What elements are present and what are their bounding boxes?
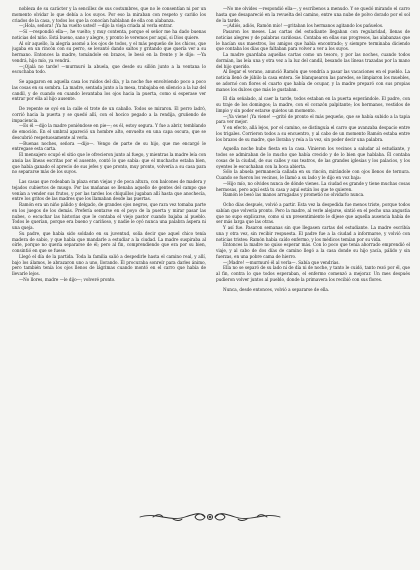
paragraph: Nunca, desde entonces, volvió a separarse de ella.	[223, 286, 330, 292]
paragraph: El día señalado, al caer la tarde, todos estaban en la puerta esperándole. El padre, con su traje de los domingos; la madre, con el corazón palpitante; los hermanos, vestidos de limpio y sin poder estarse quietos un momento.	[216, 96, 410, 113]
paragraph: La madre guardaba aquellas cartas como un tesoro, y por las noches, cuando todos dormían, las leía una y otra vez a la luz del candil, besando las líneas trazadas por la mano del hijo querido.	[216, 52, 410, 69]
paragraph: Y en efecto, allá lejos, por el camino, se distinguía el carro que avanzaba despacio entre los trigales. Corrieron todos a su encuentro, y al cabo de un momento Ramón estaba entre los brazos de su madre, que lloraba y reía a la vez, sin poder decir una palabra.	[216, 125, 410, 142]
paragraph: —¡Ojalá no tarde! —murmuró la abuela, que desde su sillón junto a la ventana lo escuchaba todo.	[12, 63, 206, 75]
paragraph: —¡Adiós, adiós, Ramón mío! —gritaban los hermanos agitando los pañuelos.	[223, 23, 384, 29]
left-column	[12, 6, 206, 514]
paragraph: Al llegar el verano, anunció Ramón que vendría a pasar las vacaciones en el pueblo. La noticia llenó de júbilo la casa entera. Se blanquearon las paredes, se limpiaron los muebles, se adornó con flores el cuarto que había de ocupar, y la madre preparó con sus propias manos los dulces que más le gustaban.	[216, 69, 410, 92]
paragraph: Llegó el día de la partida. Toda la familia salió a despedirle hasta el camino real, y allí, bajo los álamos, le abrazaron uno a uno, llorando. Él procuraba sonreír para darles ánimo, pero también tenía los ojos llenos de lágrimas cuando montó en el carro que había de llevarle lejos.	[12, 253, 206, 276]
paragraph: —Hijo mío, no olvides nunca de dónde vienes. La ciudad es grande y tiene muchas cosas hermosas, pero aquí está tu casa y aquí están los que te quieren.	[216, 180, 410, 192]
flourish-icon	[135, 510, 285, 524]
decorative-ornament	[0, 510, 420, 524]
paragraph: —Es él —dijo la madre poniéndose en pie—; es él, estoy segura. Y fue a abrir, temblando de emoción. En el umbral apareció un hombre alto, envuelto en una capa oscura, que se descubrió respetuosamente al verla.	[12, 123, 206, 140]
paragraph: Y así fue. Pasaron semanas sin que llegasen cartas del estudiante. La madre escribía una y otra vez, sin recibir respuesta. El padre fue a la ciudad a informarse, y volvió con noticias tristes: Ramón había caído enfermo, y los médicos temían por su vida.	[216, 225, 410, 242]
paragraph: —¡Hola, señora! ¡Ya ha vuelto usted! —dijo la vieja criada al verla entrar.	[19, 23, 173, 29]
right-column	[216, 6, 410, 514]
paragraph: —Buenas noches, señora —dijo—. Vengo de parte de su hijo, que me encargó le entregase esta carta.	[12, 140, 206, 152]
paragraph: El mensajero ocupó el sitio que le ofrecieron junto al fuego, y mientras la madre leía con ansia las líneas escritas por el ausente, contó lo que sabía: que el muchacho estaba bien, que había ganado el aprecio de sus jefes y que pronto, muy pronto, volvería a su casa para no separarse más de los suyos.	[12, 152, 206, 175]
paragraph: Ramón le besó las manos arrugadas y prometió no olvidarlo nunca.	[223, 192, 365, 198]
paragraph: Ramón era un niño pálido y delgado, de grandes ojos negros, que rara vez tomaba parte en los juegos de los demás. Prefería sentarse en el poyo de la puerta y mirar pasar las nubes, o escuchar las historias que le contaba el viejo pastor cuando bajaba al pueblo. Todos le querían, porque era bueno y cariñoso, y nadie le oyó nunca una palabra áspera ni una queja.	[12, 202, 206, 230]
paragraph: Ella no se separó de su lado ni de día ni de noche, y tanto le cuidó, tanto rezó por él, que al fin, contra lo que todos esperaban, el enfermo comenzó a mejorar. Un mes después pudieron volver juntos al pueblo, donde la primavera los recibió con sus flores.	[216, 265, 410, 282]
paragraph: Al oír aquello, la alegría asomó a los ojos de todos, y el más pequeño de los chicos, que jugaba en un rincón con su perro, se levantó dando saltos y gritando que quería ver a su hermano. Entonces la madre, tomándole en brazos, le besó en la frente y le dijo: —Ya vendrá, hijo mío, ya vendrá.	[12, 40, 206, 63]
text-columns	[12, 6, 410, 514]
paragraph: Aquella noche hubo fiesta en la casa. Vinieron los vecinos a saludar al estudiante, y todos se admiraban de lo mucho que había crecido y de lo bien que hablaba. Él contaba cosas de la ciudad, de sus calles y sus teatros, de las grandes iglesias y los palacios, y los oyentes le escuchaban con la boca abierta.	[216, 146, 410, 169]
paragraph: De repente se oyó en la calle el trote de un caballo. Todos se miraron. El perro ladró, corrió hacia la puerta y se quedó allí, con el hocico pegado a la rendija, gruñendo de impaciencia.	[12, 106, 206, 123]
paragraph: —Sí —respondió ella—, he vuelto; y muy contenta, porque el señor me ha dado buenas noticias del niño. Está bueno, sano y alegre, y pronto le veremos por aquí, si Dios quiere.	[12, 29, 206, 40]
paragraph: —No llores, madre —le dijo—; volveré pronto.	[19, 276, 116, 282]
paragraph: Sólo la abuela permanecía callada en su rincón, mirándole con ojos llenos de ternura. Cuando se fueron los vecinos, le llamó a su lado y le dijo en voz baja:	[216, 169, 410, 180]
paragraph: Ocho días después, volvió a partir. Esta vez la despedida fue menos triste, porque todos sabían que volvería pronto. Pero la madre, al verle alejarse, sintió en el pecho una angustia que no supo explicarse, como si un presentimiento le dijese que aquella ausencia había de ser más larga que las otras.	[216, 202, 410, 225]
paragraph: —¡Madre! —murmuró él al verla—. Sabía que vendrías.	[223, 259, 340, 265]
paragraph: Su padre, que había sido soldado en su juventud, solía decir que aquel chico tenía madera de sabio, y que había que mandarle a estudiar a la ciudad. La madre suspiraba al oírle, porque no quería separarse de él; pero al fin, comprendiendo que era por su bien, consintió en que se fuese.	[12, 230, 206, 253]
paragraph: Pasaron los meses. Las cartas del estudiante llegaban con regularidad, llenas de noticias alegres y de palabras cariñosas. Contaba en ellas sus progresos, las alabanzas que le hacían sus maestros, los amigos que había encontrado; y siempre terminaba diciendo que contaba los días que faltaban para volver a ver a los suyos.	[216, 29, 410, 52]
paragraph: nobleza de su carácter y la sencillez de sus costumbres, que no le consentían ni por un momento olvidar lo que debía a los suyos. Por eso la miraban con respeto y cariño los criados de la casa, y todos los que la conocían hablaban de ella con alabanza.	[12, 6, 206, 23]
paragraph: —¡Ya viene! ¡Ya viene! —gritó de pronto el más pequeño, que se había subido a la tapia para ver mejor.	[216, 113, 410, 125]
paragraph: —No me olvides —respondió ella—, y escríbenos a menudo. Y se quedó mirando el carro hasta que desapareció en la revuelta del camino, entre una nube de polvo dorado por el sol de la tarde.	[216, 6, 410, 23]
paragraph: Se apagaron en aquella casa los ruidos del día, y la noche fue envolviendo poco a poco las cosas en su sombra. La madre, sentada junto a la mesa, trabajaba en silencio a la luz del candil, y de cuando en cuando levantaba los ojos hacia la puerta, como si esperase ver entrar por ella al hijo ausente.	[12, 79, 206, 102]
paragraph: Entonces la madre no quiso esperar más. Con lo poco que tenía ahorrado emprendió el viaje, y al cabo de dos días de camino llegó a la casa donde su hijo yacía, pálido y sin fuerzas, en una pobre cama de hierro.	[216, 242, 410, 259]
paragraph: Las casas que rodeaban la plaza eran viejas y de poca altura, con balcones de madera y tejados cubiertos de musgo. Por las mañanas se llenaba aquello de gentes del campo que venían a vender sus frutos, y por las tardes los chiquillos jugaban allí hasta que anochecía, entre los gritos de las madres que los llamaban desde las puertas.	[12, 179, 206, 202]
